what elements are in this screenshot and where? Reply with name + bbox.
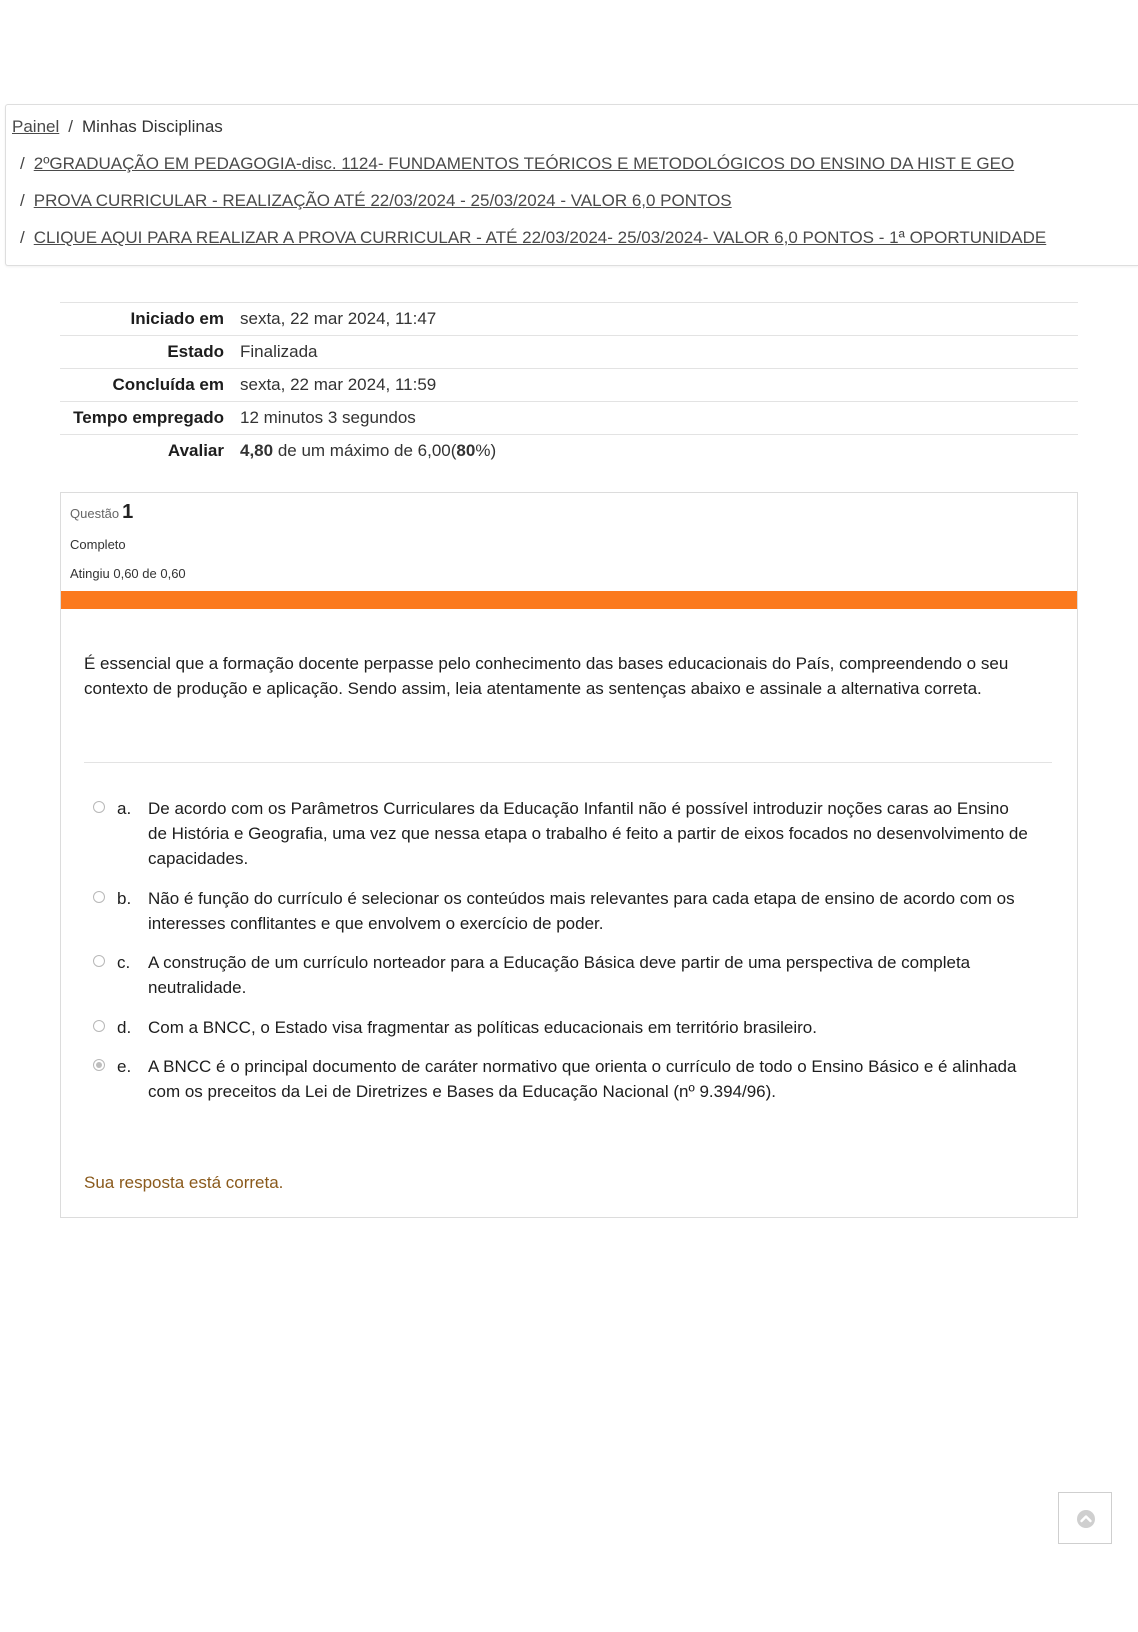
answer-option-e[interactable] xyxy=(93,1054,1053,1104)
grade-score: 4,80 xyxy=(240,441,274,460)
summary-row-grade xyxy=(60,435,1078,468)
question-state: Completo xyxy=(70,537,126,552)
summary-row-time xyxy=(60,402,1078,435)
state-value: Finalizada xyxy=(240,342,318,361)
breadcrumb-link-painel[interactable]: Painel xyxy=(12,117,60,136)
answer-letter: b. xyxy=(117,889,132,908)
state-label: Estado xyxy=(167,342,224,361)
radio-button[interactable] xyxy=(93,891,105,903)
answer-letter: c. xyxy=(117,953,131,972)
answer-text: De acordo com os Parâmetros Curriculares da Educação Infantil não é possível introduzir noções caras ao Ensino de História e Geografia, uma vez que nessa etapa o trabalho é feito a partir de eixos focados no desenvolvimento de capacidades. xyxy=(148,799,1028,868)
attempt-summary-table xyxy=(60,302,1078,467)
breadcrumb-separator: / xyxy=(20,154,25,173)
grade-percent-suffix: %) xyxy=(475,441,497,460)
breadcrumb-link-activity[interactable]: CLIQUE AQUI PARA REALIZAR A PROVA CURRICULAR - ATÉ 22/03/2024- 25/03/2024- VALOR 6,0 PONTOS - 1ª OPORTUNIDADE xyxy=(33,228,1047,247)
answer-option-a[interactable] xyxy=(93,796,1053,871)
breadcrumb-line-2 xyxy=(20,154,1014,174)
breadcrumb-separator: / xyxy=(20,228,25,247)
question-grade: Atingiu 0,60 de 0,60 xyxy=(70,566,186,581)
question-number: 1 xyxy=(122,501,134,523)
summary-row-state xyxy=(60,336,1078,369)
question-card xyxy=(60,492,1078,1218)
back-to-top-button[interactable] xyxy=(1058,1492,1112,1544)
radio-button[interactable] xyxy=(93,801,105,813)
answer-letter: d. xyxy=(117,1018,132,1037)
radio-button-selected[interactable] xyxy=(93,1059,105,1071)
question-header xyxy=(70,501,133,524)
question-accent-bar xyxy=(61,591,1077,609)
breadcrumb-separator: / xyxy=(68,117,73,136)
answer-option-c[interactable] xyxy=(93,950,1053,1000)
breadcrumb-link-section[interactable]: PROVA CURRICULAR - REALIZAÇÃO ATÉ 22/03/2024 - 25/03/2024 - VALOR 6,0 PONTOS xyxy=(33,191,732,210)
grade-max-text: de um máximo de 6,00( xyxy=(273,441,457,460)
breadcrumb-separator: / xyxy=(20,191,25,210)
answer-letter: e. xyxy=(117,1057,132,1076)
divider xyxy=(84,762,1052,763)
answer-option-b[interactable] xyxy=(93,886,1053,936)
grade-label: Avaliar xyxy=(167,441,224,460)
radio-button[interactable] xyxy=(93,1020,105,1032)
breadcrumb-line-3 xyxy=(20,191,732,211)
completed-label: Concluída em xyxy=(112,375,224,394)
answer-text: A BNCC é o principal documento de caráter normativo que orienta o currículo de todo o Ensino Básico e é alinhada com os preceitos da Lei de Diretrizes e Bases da Educação Nacional (nº 9.394/96). xyxy=(148,1057,1017,1101)
answer-text: Com a BNCC, o Estado visa fragmentar as políticas educacionais em território brasileiro. xyxy=(148,1018,817,1037)
answer-letter: a. xyxy=(117,799,132,818)
breadcrumb-item-courses[interactable]: Minhas Disciplinas xyxy=(82,117,223,136)
completed-value: sexta, 22 mar 2024, 11:59 xyxy=(240,375,437,394)
answer-option-d[interactable] xyxy=(93,1015,1053,1040)
question-title: Questão xyxy=(70,506,120,521)
answer-text: A construção de um currículo norteador para a Educação Básica deve partir de uma perspectiva de completa neutralidade. xyxy=(148,953,971,997)
radio-button[interactable] xyxy=(93,955,105,967)
breadcrumb-line-1 xyxy=(12,117,223,137)
chevron-up-circle-icon xyxy=(1076,1509,1096,1529)
started-value: sexta, 22 mar 2024, 11:47 xyxy=(240,309,437,328)
breadcrumb-link-course[interactable]: 2ºGRADUAÇÃO EM PEDAGOGIA-disc. 1124- FUNDAMENTOS TEÓRICOS E METODOLÓGICOS DO ENSINO DA HIST E GEO xyxy=(33,154,1015,173)
answer-feedback: Sua resposta está correta. xyxy=(84,1173,284,1192)
started-label: Iniciado em xyxy=(130,309,224,328)
summary-row-completed xyxy=(60,369,1078,402)
time-value: 12 minutos 3 segundos xyxy=(240,408,416,427)
grade-value xyxy=(240,435,1078,468)
question-text: É essencial que a formação docente perpasse pelo conhecimento das bases educacionais do País, compreendendo o seu contexto de produção e aplicação. Sendo assim, leia atentamente as sentenças abaixo e assinale a alternativa correta. xyxy=(84,654,1009,698)
grade-percent: 80 xyxy=(456,441,476,460)
time-label: Tempo empregado xyxy=(73,408,224,427)
answer-text: Não é função do currículo é selecionar os conteúdos mais relevantes para cada etapa de ensino de acordo com os interesses conflitantes e que envolvem o exercício de poder. xyxy=(148,889,1015,933)
breadcrumb-line-4 xyxy=(20,228,1046,248)
breadcrumb xyxy=(5,104,1138,266)
summary-row-started xyxy=(60,303,1078,336)
